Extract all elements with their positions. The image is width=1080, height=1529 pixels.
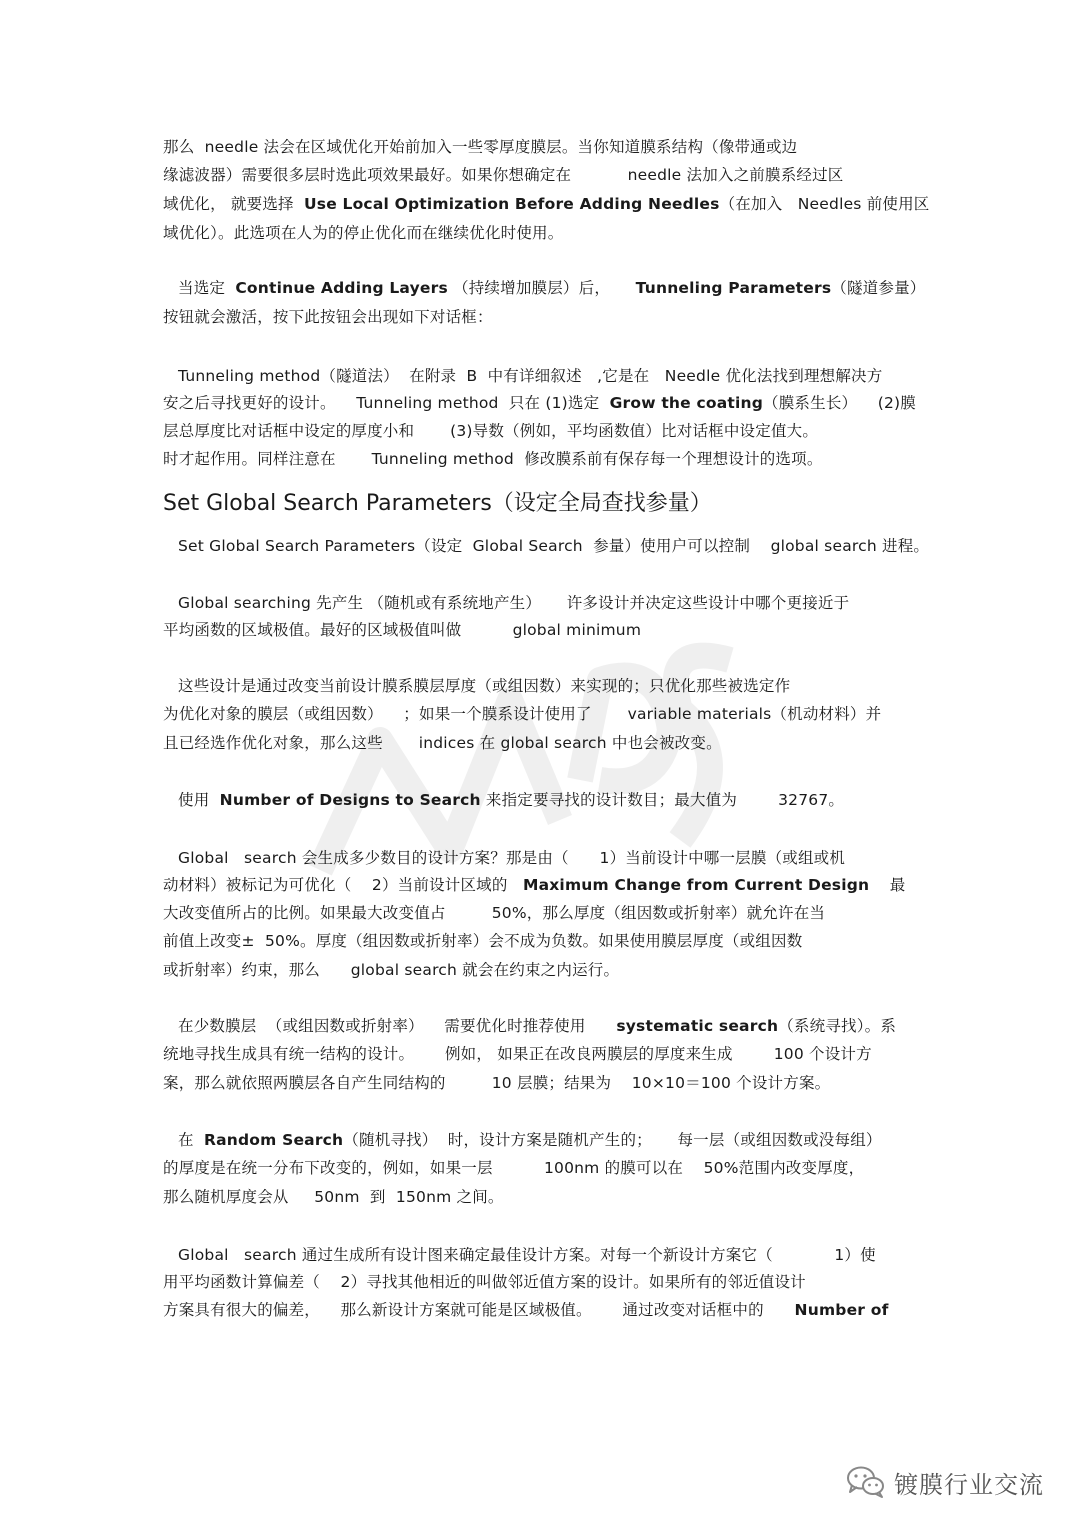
p3-line-1: Tunneling method（隧道法） 在附录 B 中有详细叙述 ,它是在 Needle 优化法找到理想解决方 xyxy=(178,367,883,385)
p9-line-2: 统地寻找生成具有统一结构的设计。 例如， 如果正在改良两膜层的厚度来生成 100 个设计方 xyxy=(163,1045,872,1063)
p1-line-3: 域优化， 就要选择 Use Local Optimization Before Adding Needles（在加入 Needles 前使用区 xyxy=(163,195,930,213)
p5-line-1: Global searching 先产生 （随机或有系统地产生） 许多设计并决定这些设计中哪个更接近于 xyxy=(178,594,850,612)
p9-line-3: 案，那么就依照两膜层各自产生同结构的 10 层膜；结果为 10×10＝100 个设计方案。 xyxy=(163,1074,831,1092)
p3-line-4: 时才起作用。同样注意在 Tunneling method 修改膜系前有保存每一个理想设计的选项。 xyxy=(163,450,823,468)
p2-line-2: 按钮就会激活，按下此按钮会出现如下对话框： xyxy=(163,308,493,326)
p8-line-2: 动材料）被标记为可优化（ 2）当前设计区域的 Maximum Change from Current Design 最 xyxy=(163,876,906,894)
p9-line-1: 在少数膜层 （或组因数或折射率） 需要优化时推荐使用 systematic search（系统寻找）。系 xyxy=(178,1017,897,1035)
term-number-of-designs: Number of Designs to Search xyxy=(219,791,481,809)
p3-line-3: 层总厚度比对话框中设定的厚度小和 (3)导数（例如，平均函数值）比对话框中设定值大。 xyxy=(163,422,819,440)
wechat-icon xyxy=(846,1465,886,1499)
p3-line-2: 安之后寻找更好的设计。 Tunneling method 只在 (1)选定 Grow the coating（膜系生长） (2)膜 xyxy=(163,394,916,412)
term-maximum-change: Maximum Change from Current Design xyxy=(522,876,870,894)
term-tunneling-parameters: Tunneling Parameters xyxy=(635,279,832,297)
p11-line-2: 用平均函数计算偏差（ 2）寻找其他相近的叫做邻近值方案的设计。如果所有的邻近值设计 xyxy=(163,1273,806,1291)
section-heading: Set Global Search Parameters（设定全局查找参量） xyxy=(163,491,712,516)
p8-line-4: 前值上改变± 50%。厚度（组因数或折射率）会不成为负数。如果使用膜层厚度（或组因数 xyxy=(163,932,803,950)
p8-line-5: 或折射率）约束，那么 global search 就会在约束之内运行。 xyxy=(163,961,620,979)
p10-line-2: 的厚度是在统一分布下改变的，例如，如果一层 100nm 的膜可以在 50%范围内改变厚度， xyxy=(163,1159,865,1177)
p5-line-2: 平均函数的区域极值。最好的区域极值叫做 global minimum xyxy=(163,621,642,639)
p11-line-1: Global search 通过生成所有设计图来确定最佳设计方案。对每一个新设计方案它（ 1）使 xyxy=(178,1246,876,1264)
p7-line-1: 使用 Number of Designs to Search 来指定要寻找的设计数目；最大值为 32767。 xyxy=(178,791,845,809)
p11-line-3: 方案具有很大的偏差， 那么新设计方案就可能是区域极值。 通过改变对话框中的 Number of xyxy=(163,1301,889,1319)
term-systematic-search: systematic search xyxy=(616,1017,779,1035)
account-name: 镀膜行业交流 xyxy=(894,1470,1044,1499)
p10-line-3: 那么随机厚度会从 50nm 到 150nm 之间。 xyxy=(163,1188,504,1206)
footer-account xyxy=(846,1462,1044,1502)
p6-line-3: 且已经选作优化对象，那么这些 indices 在 global search 中也会被改变。 xyxy=(163,734,722,752)
term-use-local-optimization: Use Local Optimization Before Adding Needles xyxy=(303,195,720,213)
p6-line-1: 这些设计是通过改变当前设计膜系膜层厚度（或组因数）来实现的；只优化那些被选定作 xyxy=(178,677,791,695)
p4-line-1: Set Global Search Parameters（设定 Global Search 参量）使用户可以控制 global search 进程。 xyxy=(178,537,930,555)
p1-line-1: 那么 needle 法会在区域优化开始前加入一些零厚度膜层。当你知道膜系结构（像带通或边 xyxy=(163,138,798,156)
p1-line-2: 缘滤波器）需要很多层时选此项效果最好。如果你想确定在 needle 法加入之前膜系经过区 xyxy=(163,166,844,184)
p10-line-1: 在 Random Search（随机寻找） 时，设计方案是随机产生的； 每一层（或组因数或没每组） xyxy=(178,1131,882,1149)
p2-line-1: 当选定 Continue Adding Layers （持续增加膜层）后， Tunneling Parameters（隧道参量） xyxy=(178,279,926,297)
p8-line-1: Global search 会生成多少数目的设计方案？那是由（ 1）当前设计中哪一层膜（或组或机 xyxy=(178,849,846,867)
term-random-search: Random Search xyxy=(203,1131,344,1149)
wps-logo-icon xyxy=(300,620,740,950)
p1-line-4: 域优化）。此选项在人为的停止优化而在继续优化时使用。 xyxy=(163,224,564,242)
p8-line-3: 大改变值所占的比例。如果最大改变值占 50%，那么厚度（组因数或折射率）就允许在当 xyxy=(163,904,826,922)
p6-line-2: 为优化对象的膜层（或组因数） ；如果一个膜系设计使用了 variable materials（机动材料）并 xyxy=(163,705,882,723)
term-grow-the-coating: Grow the coating xyxy=(609,394,764,412)
term-number-of: Number of xyxy=(794,1301,889,1319)
term-continue-adding-layers: Continue Adding Layers xyxy=(235,279,448,297)
